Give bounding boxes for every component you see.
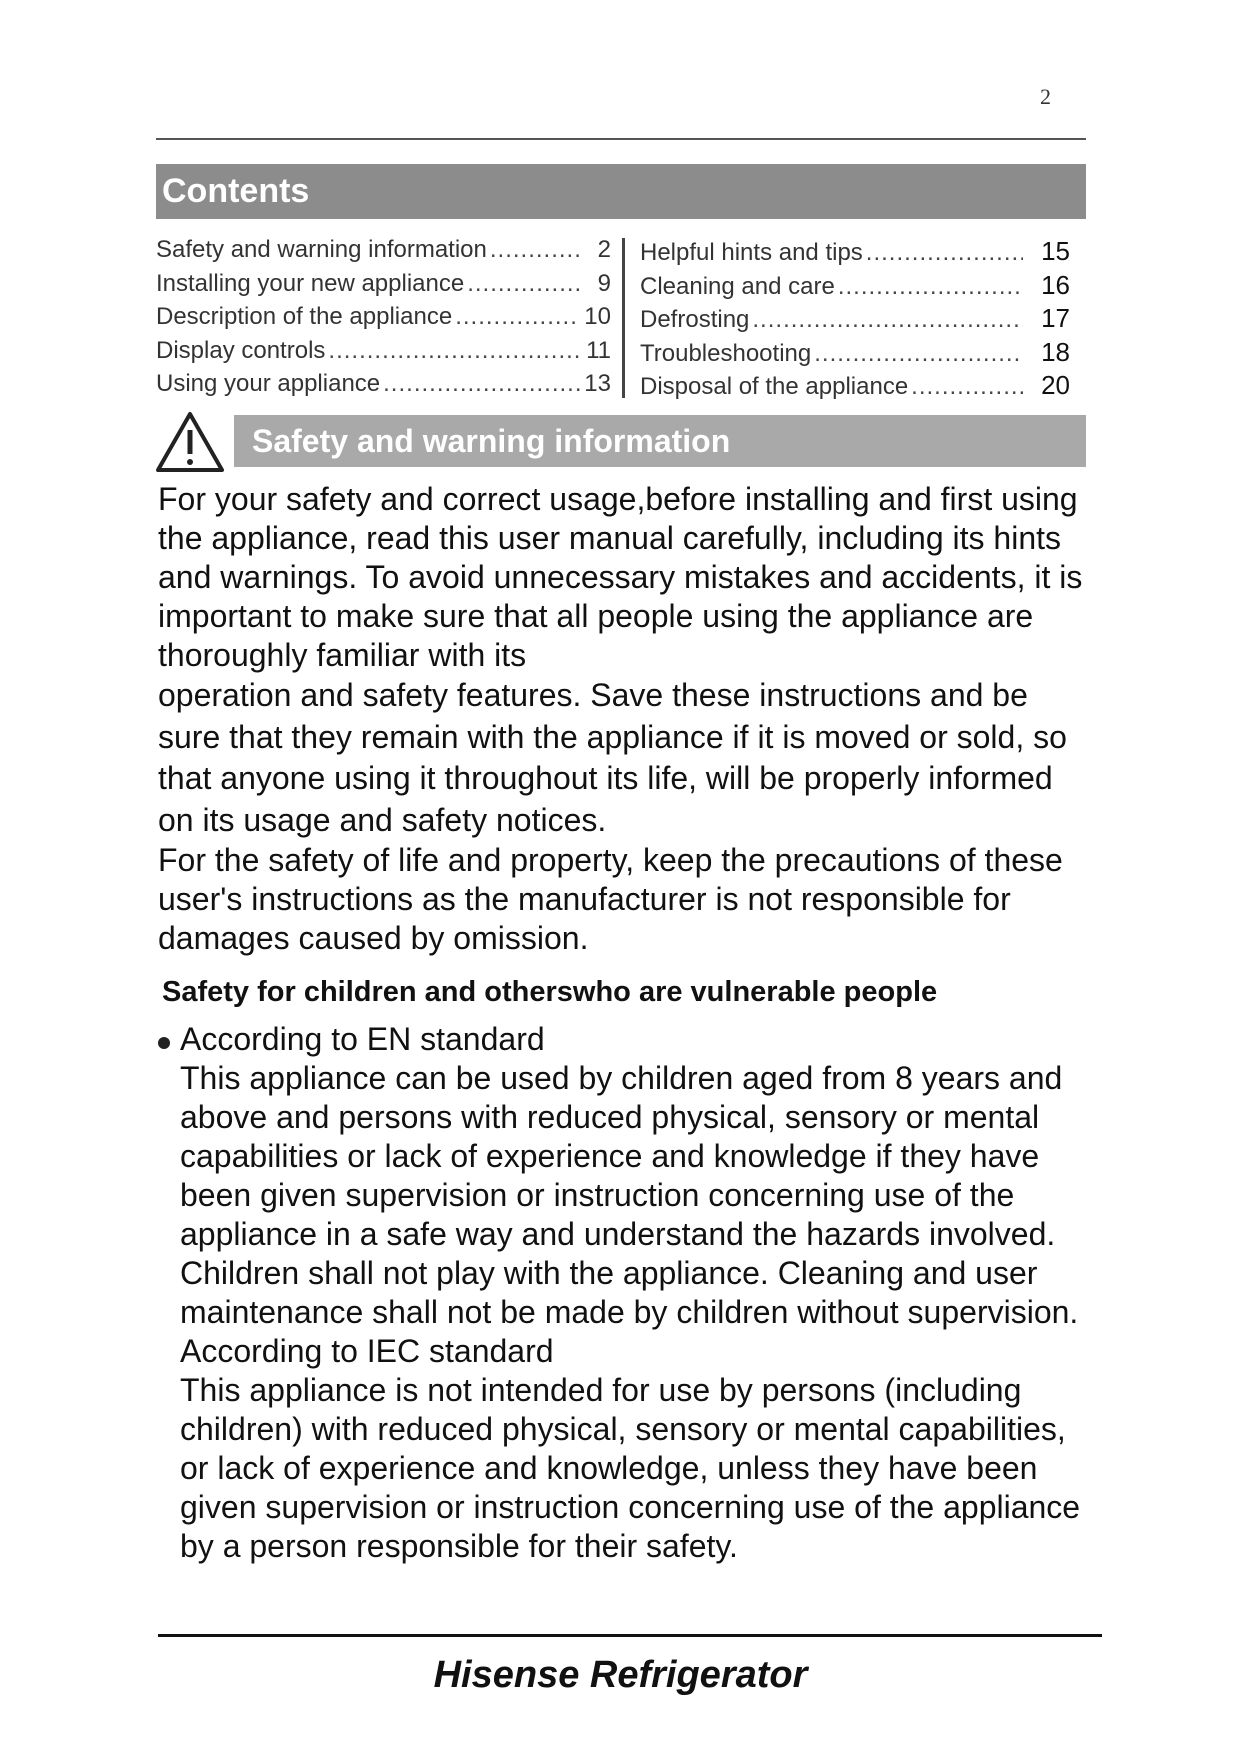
toc-leader-dots	[838, 273, 1023, 301]
intro-text	[158, 480, 1093, 958]
section-title: Safety and warning information	[252, 423, 731, 459]
contents-title: Contents	[162, 172, 310, 210]
toc-entry-label: Troubleshooting	[640, 339, 812, 367]
bullet-item	[158, 1020, 1098, 1059]
toc-entry-label: Safety and warning information	[156, 236, 487, 263]
contents-header-bar	[156, 164, 1086, 219]
toc-leader-dots	[455, 303, 580, 331]
iec-standard-title: According to IEC standard	[180, 1333, 554, 1369]
toc-entry[interactable]	[640, 370, 1070, 404]
toc-leader-dots	[866, 239, 1023, 267]
toc-entry[interactable]	[640, 337, 1070, 371]
toc-entry-label: Disposal of the appliance	[640, 373, 909, 400]
toc-leader-dots	[383, 370, 580, 398]
toc-entry-page: 15	[1041, 236, 1070, 266]
iec-standard-text: This appliance is not intended for use by persons (including children) with reduced physical, sensory or mental capabilities, or lack of experience and knowledge, unless they have been given supervision or instruction concerning use of the appliance by a person responsible for their safety.	[180, 1372, 1081, 1564]
toc-entry[interactable]	[156, 270, 611, 304]
toc-entry-page: 10	[584, 303, 611, 330]
toc-entry-label: Cleaning and care	[640, 272, 835, 300]
toc-entry-page: 17	[1041, 303, 1070, 333]
toc-entry-page: 20	[1041, 370, 1070, 400]
en-standard-text: This appliance can be used by children aged from 8 years and above and persons with reduced physical, sensory or mental capabilities or lack of experience and knowledge if they have been given supervision or instruction concerning use of the appliance in a safe way and understand the hazards involved. Children shall not play with the appliance. Cleaning and user maintenance shall not be made by children without supervision.	[180, 1060, 1079, 1330]
toc-entry[interactable]	[640, 270, 1070, 304]
toc-entry-page: 18	[1041, 336, 1070, 367]
bullet-content	[158, 1059, 1098, 1566]
toc-leader-dots	[911, 373, 1023, 401]
toc-leader-dots	[814, 340, 1023, 368]
toc-entry-label: Installing your new appliance	[156, 269, 465, 297]
toc-entry-label: Using your appliance	[156, 370, 381, 397]
toc-leader-dots	[752, 306, 1023, 334]
toc-entry-label: Display controls	[156, 336, 326, 364]
toc-entry-label: Description of the appliance	[156, 303, 453, 330]
top-divider	[156, 138, 1086, 140]
toc-entry[interactable]	[640, 303, 1070, 337]
toc-leader-dots	[467, 270, 580, 298]
intro-paragraph: For your safety and correct usage,before installing and first using the appliance, read this user manual carefully, including its hints and warnings. To avoid unnecessary mistakes and accidents, it is important to make sure that all people using the appliance are thoroughly familiar with its	[158, 481, 1083, 673]
standards-bullet	[158, 1020, 1098, 1566]
toc-entry-page: 13	[584, 370, 611, 397]
toc-entry[interactable]	[156, 236, 611, 270]
intro-paragraph: operation and safety features. Save these instructions and be sure that they remain with the appliance if it is moved or sold, so that anyone using it throughout its life, will be properly informed on its usage and safety notices.	[158, 677, 1067, 838]
toc-leader-dots	[490, 236, 580, 264]
toc-entry[interactable]	[156, 303, 611, 337]
toc-leader-dots	[328, 337, 580, 365]
toc-entry-label: Defrosting	[640, 306, 750, 333]
toc-right-column	[640, 236, 1070, 404]
page-number: 2	[1040, 84, 1051, 109]
warning-triangle-icon	[154, 410, 226, 474]
toc-entry-page: 2	[597, 236, 611, 263]
toc-entry-page: 9	[597, 269, 611, 297]
toc-column-divider	[622, 238, 625, 398]
toc-left-column	[156, 236, 611, 404]
bottom-divider	[158, 1634, 1102, 1637]
toc-entry-label: Helpful hints and tips	[640, 239, 863, 266]
toc-entry[interactable]	[156, 370, 611, 404]
children-safety-heading: Safety for children and otherswho are vulnerable people	[162, 976, 938, 1008]
toc-entry-page: 11	[586, 336, 611, 364]
brand-footer: Hisense Refrigerator	[433, 1654, 808, 1696]
toc-entry[interactable]	[156, 337, 611, 371]
toc-entry-page: 16	[1041, 269, 1070, 300]
intro-paragraph: For the safety of life and property, keep the precautions of these user's instructions as the manufacturer is not responsible for damages caused by omission.	[158, 842, 1063, 956]
bullet-dot-icon	[158, 1037, 170, 1049]
toc-entry[interactable]	[640, 236, 1070, 270]
en-standard-title: According to EN standard	[180, 1021, 545, 1057]
section-header-bar	[234, 415, 1086, 467]
